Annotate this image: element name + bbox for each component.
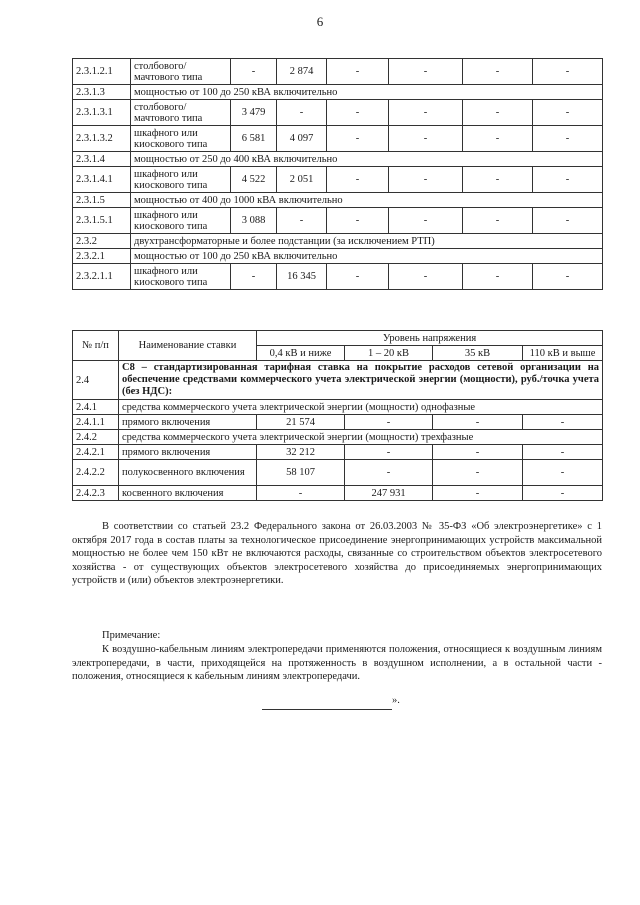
tariff-table-metering bbox=[72, 330, 603, 501]
row-value: 3 088 bbox=[231, 208, 277, 234]
table-row bbox=[73, 234, 603, 249]
row-number: 2.3.1.2.1 bbox=[73, 59, 131, 85]
header-level-1: 0,4 кВ и ниже bbox=[257, 346, 345, 361]
row-value: - bbox=[433, 415, 523, 430]
row-number: 2.3.2.1.1 bbox=[73, 264, 131, 290]
row-value: - bbox=[389, 208, 463, 234]
row-number: 2.4.2 bbox=[73, 430, 119, 445]
row-value: - bbox=[463, 100, 533, 126]
row-value: 3 479 bbox=[231, 100, 277, 126]
row-name: шкафного или киоскового типа bbox=[131, 208, 231, 234]
tariff-table-substations bbox=[72, 58, 603, 290]
row-value: 6 581 bbox=[231, 126, 277, 152]
row-value: - bbox=[533, 59, 603, 85]
row-section-title: мощностью от 100 до 250 кВА включительно bbox=[131, 249, 603, 264]
row-value: 4 522 bbox=[231, 167, 277, 193]
row-value: - bbox=[345, 460, 433, 486]
row-value: - bbox=[463, 208, 533, 234]
row-name: косвенного включения bbox=[119, 486, 257, 501]
row-number: 2.3.1.3 bbox=[73, 85, 131, 100]
row-name: шкафного или киоскового типа bbox=[131, 126, 231, 152]
row-value: - bbox=[533, 100, 603, 126]
row-number: 2.4.1 bbox=[73, 400, 119, 415]
row-value: - bbox=[523, 460, 603, 486]
table-row bbox=[73, 445, 603, 460]
row-value: - bbox=[345, 445, 433, 460]
row-number: 2.3.2 bbox=[73, 234, 131, 249]
row-number: 2.3.1.4 bbox=[73, 152, 131, 167]
row-value: - bbox=[389, 59, 463, 85]
row-value: - bbox=[463, 167, 533, 193]
row-number: 2.3.2.1 bbox=[73, 249, 131, 264]
table-row bbox=[73, 208, 603, 234]
row-section-title: мощностью от 100 до 250 кВА включительно bbox=[131, 85, 603, 100]
row-value: - bbox=[463, 264, 533, 290]
table-row bbox=[73, 59, 603, 85]
table-row bbox=[73, 193, 603, 208]
table-row bbox=[73, 460, 603, 486]
table-row bbox=[73, 415, 603, 430]
header-name: Наименование ставки bbox=[119, 331, 257, 361]
row-name: шкафного или киоскового типа bbox=[131, 264, 231, 290]
row-value: 32 212 bbox=[257, 445, 345, 460]
row-value: - bbox=[533, 126, 603, 152]
table-row bbox=[73, 100, 603, 126]
row-value: - bbox=[523, 445, 603, 460]
row-name: прямого включения bbox=[119, 415, 257, 430]
row-value: - bbox=[277, 208, 327, 234]
row-value: - bbox=[327, 126, 389, 152]
row-value: - bbox=[327, 100, 389, 126]
table-row bbox=[73, 264, 603, 290]
row-value: - bbox=[533, 208, 603, 234]
row-value: - bbox=[433, 460, 523, 486]
c8-description: С8 – стандартизированная тарифная ставка на покрытие расходов сетевой организации на обеспечение средствами коммерческого учета электрической энергии (мощности), руб./точка учета (без НДС): bbox=[119, 361, 603, 400]
row-value: 2 874 bbox=[277, 59, 327, 85]
table-row bbox=[73, 167, 603, 193]
row-number: 2.4.2.2 bbox=[73, 460, 119, 486]
row-section-title: средства коммерческого учета электрической энергии (мощности) однофазные bbox=[119, 400, 603, 415]
row-value: - bbox=[533, 264, 603, 290]
row-value: - bbox=[523, 486, 603, 501]
table-row bbox=[73, 486, 603, 501]
header-num: № п/п bbox=[73, 331, 119, 361]
page-number: 6 bbox=[316, 14, 324, 29]
row-value: - bbox=[389, 126, 463, 152]
row-value: - bbox=[389, 264, 463, 290]
row-value: - bbox=[523, 415, 603, 430]
row-section-title: мощностью от 250 до 400 кВА включительно bbox=[131, 152, 603, 167]
note-title: Примечание: bbox=[102, 630, 161, 641]
row-number: 2.3.1.4.1 bbox=[73, 167, 131, 193]
row-value: 2 051 bbox=[277, 167, 327, 193]
row-name: полукосвенного включения bbox=[119, 460, 257, 486]
row-value: 58 107 bbox=[257, 460, 345, 486]
row-value: - bbox=[389, 100, 463, 126]
row-value: - bbox=[327, 208, 389, 234]
row-number: 2.4.1.1 bbox=[73, 415, 119, 430]
row-number: 2.3.1.5 bbox=[73, 193, 131, 208]
row-value: - bbox=[433, 486, 523, 501]
row-section-title: двухтрансформаторные и более подстанции (за исключением РТП) bbox=[131, 234, 603, 249]
row-value: - bbox=[463, 59, 533, 85]
paragraph-law: В соответствии со статьей 23.2 Федерального закона от 26.03.2003 № 35-ФЗ «Об электроэнергетике» с 1 октября 2017 года в состав платы за технологическое присоединение энергопринимающих устройств максимальной мощностью не более чем 150 кВт не включаются расходы, связанные со строительством объектов электросетевого хозяйства - от существующих объектов электросетевого хозяйства до присоединяемых энергопринимающих устройств и (или) объектов электроэнергетики. bbox=[72, 521, 602, 586]
row-value: - bbox=[533, 167, 603, 193]
row-value: - bbox=[345, 415, 433, 430]
table-row bbox=[73, 400, 603, 415]
row-value: 4 097 bbox=[277, 126, 327, 152]
row-name: столбового/ мачтового типа bbox=[131, 100, 231, 126]
row-number: 2.3.1.5.1 bbox=[73, 208, 131, 234]
row-section-title: мощностью от 400 до 1000 кВА включительно bbox=[131, 193, 603, 208]
closing-quote: ». bbox=[392, 695, 400, 706]
table-row bbox=[73, 249, 603, 264]
header-level-4: 110 кВ и выше bbox=[523, 346, 603, 361]
row-value: 21 574 bbox=[257, 415, 345, 430]
row-value: - bbox=[231, 264, 277, 290]
c8-num: 2.4 bbox=[73, 361, 119, 400]
row-value: 16 345 bbox=[277, 264, 327, 290]
row-name: шкафного или киоскового типа bbox=[131, 167, 231, 193]
row-value: - bbox=[257, 486, 345, 501]
row-number: 2.3.1.3.2 bbox=[73, 126, 131, 152]
row-value: - bbox=[277, 100, 327, 126]
row-value: - bbox=[463, 126, 533, 152]
row-name: столбового/ мачтового типа bbox=[131, 59, 231, 85]
row-value: - bbox=[327, 264, 389, 290]
header-level-3: 35 кВ bbox=[433, 346, 523, 361]
row-value: 247 931 bbox=[345, 486, 433, 501]
row-value: - bbox=[327, 59, 389, 85]
row-value: - bbox=[327, 167, 389, 193]
row-value: - bbox=[433, 445, 523, 460]
row-value: - bbox=[389, 167, 463, 193]
table-row bbox=[73, 430, 603, 445]
row-number: 2.4.2.1 bbox=[73, 445, 119, 460]
table-row bbox=[73, 85, 603, 100]
row-number: 2.3.1.3.1 bbox=[73, 100, 131, 126]
header-level-2: 1 – 20 кВ bbox=[345, 346, 433, 361]
signature-line bbox=[262, 697, 392, 710]
table-row bbox=[73, 126, 603, 152]
header-voltage-level: Уровень напряжения bbox=[257, 331, 603, 346]
row-value: - bbox=[231, 59, 277, 85]
table-row bbox=[73, 152, 603, 167]
row-section-title: средства коммерческого учета электрической энергии (мощности) трехфазные bbox=[119, 430, 603, 445]
row-number: 2.4.2.3 bbox=[73, 486, 119, 501]
row-name: прямого включения bbox=[119, 445, 257, 460]
note-text: К воздушно-кабельным линиям электропередачи применяются положения, относящиеся к воздушным линиям электропередачи, в части, приходящейся на протяженность в воздушном исполнении, а в остальной части - положения, относящиеся к кабельным линиям электропередачи. bbox=[72, 644, 602, 682]
